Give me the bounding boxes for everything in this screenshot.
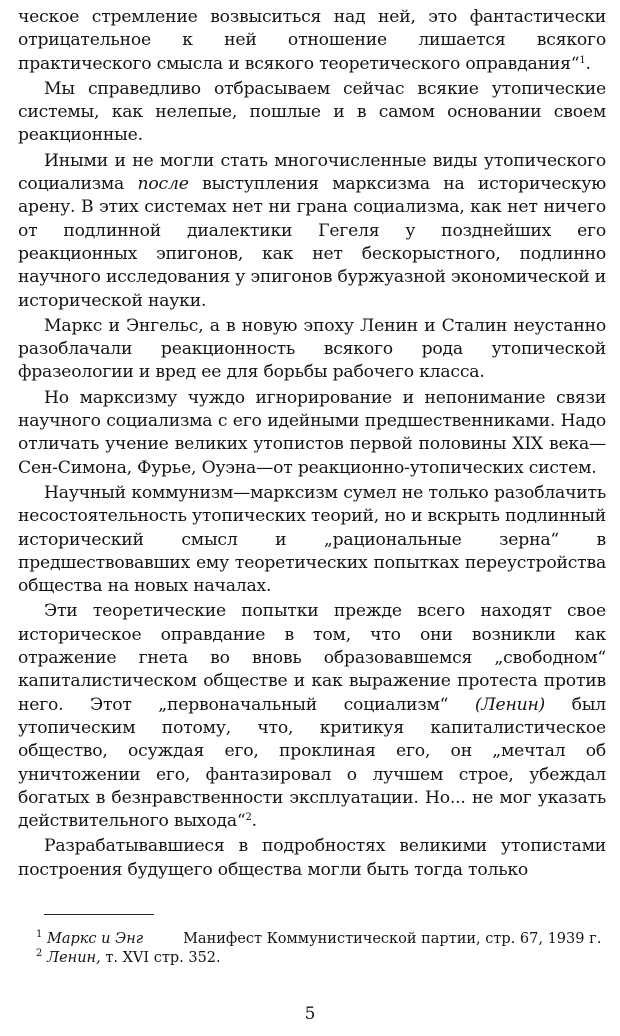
footnote-divider — [44, 914, 154, 915]
paragraph-2: Мы справедливо отбрасываем сейчас всякие утопические системы, как нелепые, пошлые и в самом основании своем реакционные. — [18, 78, 606, 146]
footnote-1: $^1$ Маркс и Энг Манифест Коммунистической партии, стр. 67, 1939 г. — [36, 929, 602, 947]
paragraph-6: Научный коммунизм—марксизм сумел не только разоблачить несостоятельность утопических теорий, но и вскрыть подлинный исторический смысл и „рациональные зерна“ в предшествовавших ему теоретических попытках переустройства общества на новых началах. — [18, 482, 606, 597]
footnote-2: $^2$ Ленин, т. XVI стр. 352. — [36, 948, 221, 966]
paragraph-4: Маркс и Энгельс, а в новую эпоху Ленин и Сталин неустанно разоблачали реакционность всякого рода утопической фразеологии и вред ее для борьбы рабочего класса. — [18, 315, 606, 383]
emphasis-posle: после — [137, 174, 189, 195]
emphasis-lenin: (Ленин) — [474, 694, 546, 715]
paragraph-7: Эти теоретические попытки прежде всего находят свое историческое оправдание в том, что они возникли как отражение гнета во вновь образовавшемся „свободном“ капиталистическом обществе и как выражение протеста против него. Этот „первоначальный социализм“ (Ленин) был утопическим потому, что, критикуя капиталистическое общество, осуждая его, проклиная его, он „мечтал об уничтожении его, фантазировал о лучшем строе, убеждал богатых в безнравственности эксплуатации. Но... не мог указать действительного выхода“$^2$. — [18, 601, 606, 832]
footnotes — [18, 930, 604, 968]
footnote-2-text: т. XVI стр. 352. — [105, 950, 221, 966]
footnote-ref-2: 2 — [245, 812, 252, 824]
body-text — [18, 6, 606, 882]
footnote-2-author: Ленин, — [46, 950, 101, 966]
footnote-ref-1: 1 — [579, 54, 586, 66]
paragraph-1: ческое стремление возвыситься над ней, это фантастически отрицательное к ней отношение лишается всякого практического смысла и всякого теоретического оправдания“$^1$. — [18, 7, 606, 74]
page-number: 5 — [304, 1004, 316, 1024]
footnote-1-text: Манифест Коммунистической партии, стр. 67, 1939 г. — [183, 931, 602, 947]
paragraph-3: Иными и не могли стать многочисленные виды утопического социализма после выступления марксизма на историческую арену. В этих системах нет ни грана социализма, как нет ничего от подлинной диалектики Гегеля у позднейших его реакционных эпигонов, как нет бескорыстного, подлинно научного исследования у эпигонов буржуазной экономической и исторической науки. — [18, 150, 607, 311]
footnote-1-author: Маркс и Энг — [46, 931, 144, 947]
paragraph-5: Но марксизму чуждо игнорирование и непонимание связи научного социализма с его идейными предшественниками. Надо отличать учение великих утопистов первой половины XIX века—Сен-Симона, Фурье, Оуэна—от реакционно-утопических систем. — [18, 387, 606, 478]
paragraph-8: Разрабатывавшиеся в подробностях великими утопистами построения будущего общества могли быть тогда только — [18, 836, 606, 880]
